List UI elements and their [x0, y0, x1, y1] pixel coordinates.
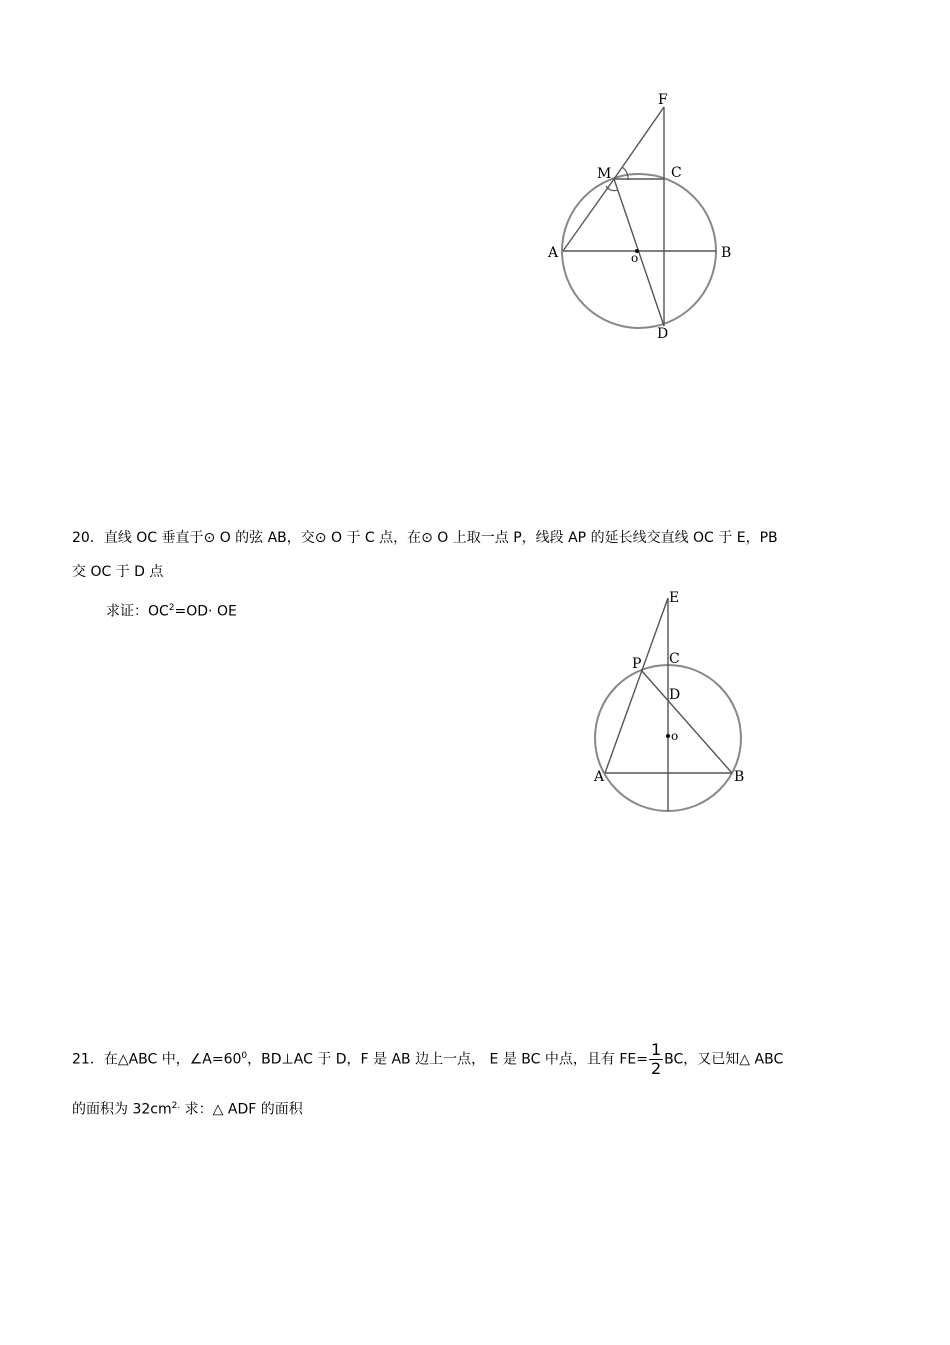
- fig2-label-d: D: [669, 687, 681, 703]
- q21-part-3: BC，又已知△ ABC: [664, 1051, 784, 1068]
- fig1-label-b: B: [721, 245, 732, 261]
- q21-fraction-denominator: 2: [650, 1059, 662, 1079]
- fig2-line-ae: [605, 598, 668, 773]
- fig1-angle-arc-upper: [622, 167, 628, 180]
- fig1-label-c: C: [671, 165, 682, 181]
- q21-line-2-prefix: 的面积为 32cm: [72, 1101, 172, 1118]
- q21-fraction-numerator: 1: [650, 1040, 662, 1060]
- q21-fraction: [649, 1041, 663, 1078]
- fig1-line-md: [614, 179, 664, 326]
- fig2-label-c: C: [669, 651, 680, 667]
- fig1-line-mf: [614, 107, 664, 179]
- fig1-label-a: A: [548, 245, 559, 261]
- q21-line-2-exponent: 2.: [171, 1101, 181, 1111]
- fig2-label-b: B: [734, 769, 745, 785]
- q20-line-2: 交 OC 于 D 点: [72, 564, 164, 580]
- q20-proof: [106, 598, 237, 622]
- fig2-label-a: A: [594, 769, 605, 785]
- fig1-label-m: M: [597, 166, 612, 182]
- q21-degree: 0: [241, 1051, 248, 1061]
- fig2-label-e: E: [669, 590, 680, 606]
- q21-line-1: [72, 1036, 783, 1080]
- q20-proof-prefix: 求证：OC: [106, 603, 169, 620]
- q21-part-2: ，BD⊥AC 于 D，F 是 AB 边上一点， E 是 BC 中点，且有 FE=: [247, 1051, 648, 1068]
- fig1-label-o: o: [631, 251, 639, 265]
- figure-1-circle-diagram: [530, 85, 760, 355]
- figure-2-circle-diagram: [585, 585, 755, 820]
- fig2-label-o: o: [671, 729, 679, 743]
- q21-part-1: 21．在△ABC 中，∠A=60: [72, 1051, 242, 1068]
- fig1-label-f: F: [658, 92, 668, 108]
- q20-line-1: 20．直线 OC 垂直于⊙ O 的弦 AB，交⊙ O 于 C 点，在⊙ O 上取一点 P，线段 AP 的延长线交直线 OC 于 E，PB: [72, 530, 778, 546]
- q21-line-2: [72, 1096, 303, 1120]
- fig2-label-p: P: [632, 656, 642, 672]
- q21-line-2-suffix: 求：△ ADF 的面积: [180, 1101, 303, 1118]
- fig2-center-dot: [666, 734, 670, 738]
- fig1-label-d: D: [657, 326, 669, 342]
- q20-proof-exponent: 2: [168, 603, 175, 613]
- q20-proof-suffix: =OD· OE: [174, 603, 237, 620]
